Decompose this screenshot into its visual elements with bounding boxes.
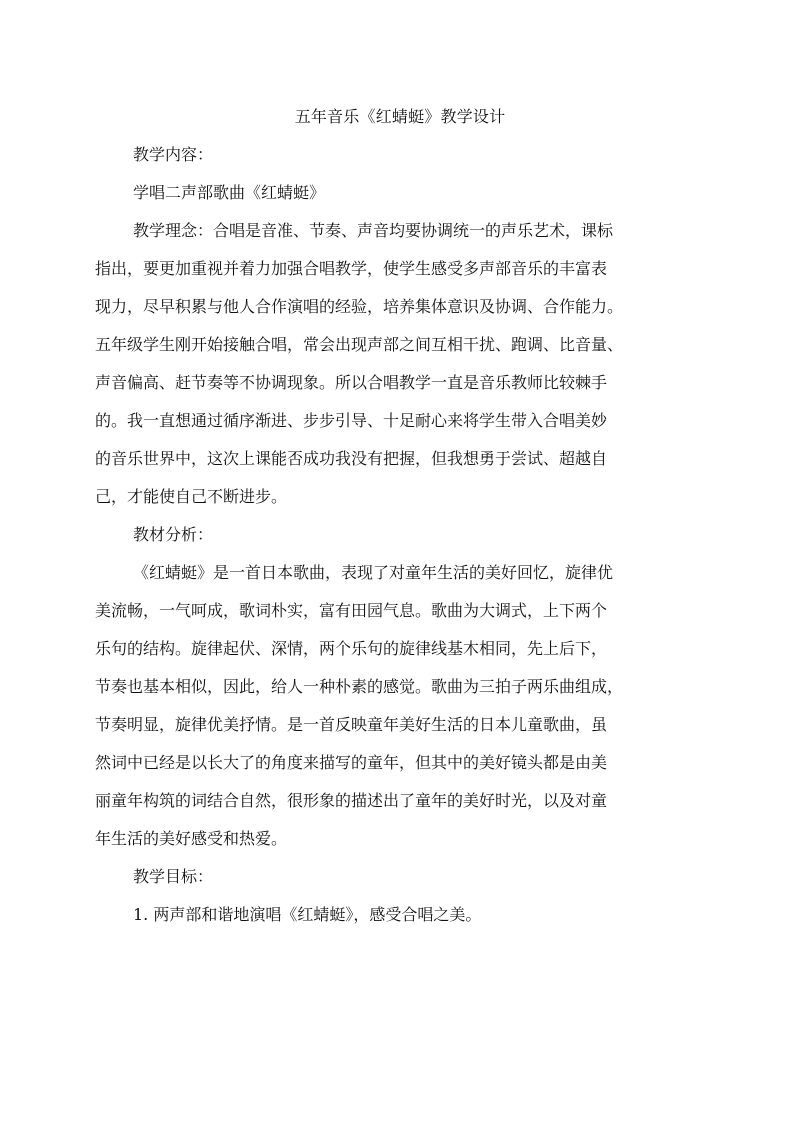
paragraph-line: 然词中已经是以长大了的角度来描写的童年，但其中的美好镜头都是由美 xyxy=(95,753,608,772)
paragraph-line: 学唱二声部歌曲《红蜻蜓》 xyxy=(133,183,326,202)
paragraph-line: 己，才能使自己不断进步。 xyxy=(95,487,288,506)
document-body xyxy=(95,95,705,943)
paragraph-line: 乐句的结构。旋律起伏、深情，两个乐句的旋律线基木相同，先上后下， xyxy=(95,639,608,658)
paragraph-line: 丽童年构筑的词结合自然，很形象的描述出了童年的美好时光，以及对童 xyxy=(95,791,608,810)
paragraph-line: 五年级学生刚开始接触合唱，常会出现声部之间互相干扰、跑调、比音量、 xyxy=(95,335,624,354)
paragraph-line: 美流畅，一气呵成，歌词朴实，富有田园气息。歌曲为大调式，上下两个 xyxy=(95,601,608,620)
paragraph-line: 节奏明显，旋律优美抒情。是一首反映童年美好生活的日本儿童歌曲，虽 xyxy=(95,715,608,734)
paragraph-line: 指出，要更加重视并着力加强合唱教学，使学生感受多声部音乐的丰富表 xyxy=(95,259,608,278)
section-heading-analysis: 教材分析： xyxy=(133,525,214,544)
paragraph-line: 年生活的美好感受和热爱。 xyxy=(95,829,288,848)
paragraph-line: 的音乐世界中，这次上课能否成功我没有把握，但我想勇于尝试、超越自 xyxy=(95,449,608,468)
paragraph-line: 《红蜻蜓》是一首日本歌曲，表现了对童年生活的美好回忆，旋律优 xyxy=(133,563,614,582)
paragraph-line: 节奏也基本相似，因此，给人一种朴素的感觉。歌曲为三拍子两乐曲组成， xyxy=(95,677,624,696)
section-heading-goals: 教学目标： xyxy=(133,867,214,886)
paragraph-line: 的。我一直想通过循序渐进、步步引导、十足耐心来将学生带入合唱美妙 xyxy=(95,411,608,430)
paragraph-line: 声音偏高、赶节奏等不协调现象。所以合唱教学一直是音乐教师比较棘手 xyxy=(95,373,608,392)
paragraph-line: 教学理念：合唱是音准、节奏、声音均要协调统一的声乐艺术，课标 xyxy=(133,221,614,240)
goal-item: 1. 两声部和谐地演唱《红蜻蜓》，感受合唱之美。 xyxy=(133,905,482,924)
section-heading-content: 教学内容： xyxy=(133,145,214,164)
document-title: 五年音乐《红蜻蜓》教学设计 xyxy=(294,107,506,126)
paragraph-line: 现力，尽早积累与他人合作演唱的经验，培养集体意识及协调、合作能力。 xyxy=(95,297,624,316)
